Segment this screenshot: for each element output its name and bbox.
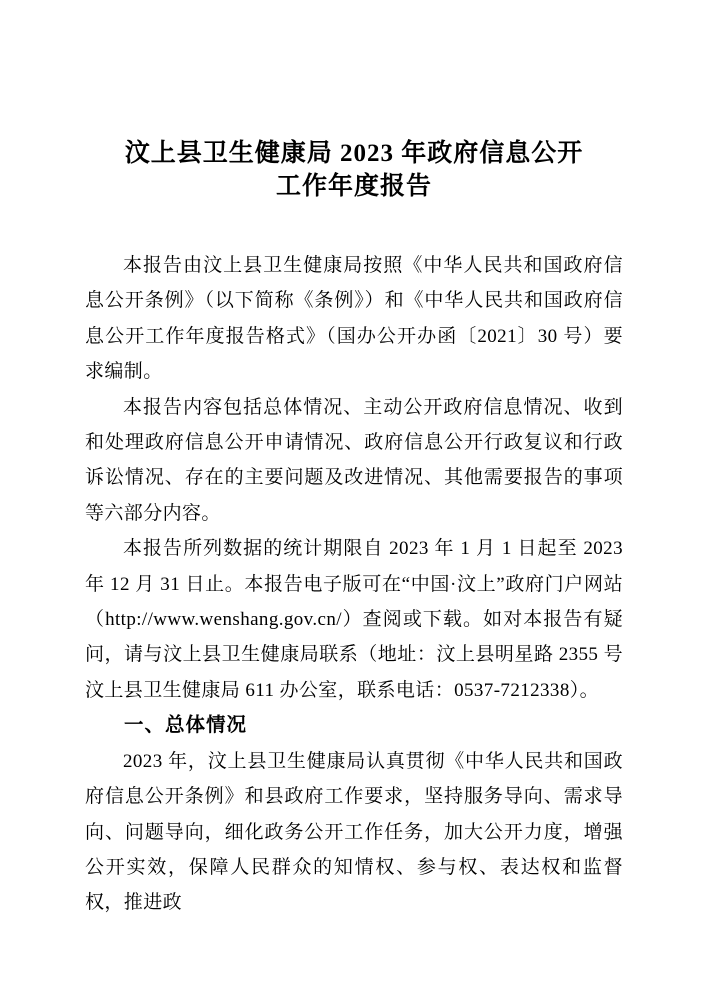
document-title	[85, 137, 623, 203]
paragraph-report-basis: 本报告由汶上县卫生健康局按照《中华人民共和国政府信息公开条例》（以下简称《条例》）和《中华人民共和国政府信息公开工作年度报告格式》（国办公开办函〔2021〕30 号）要求编制。	[85, 255, 623, 383]
document-title-line1: 汶上县卫生健康局 2023 年政府信息公开	[124, 140, 584, 167]
section-heading-overall-situation: 一、总体情况	[124, 714, 248, 737]
paragraph-section1-body: 2023 年，汶上县卫生健康局认真贯彻《中华人民共和国政府信息公开条例》和县政府工作要求，坚持服务导向、需求导向、问题导向，细化政务公开工作任务，加大公开力度，增强公开实效，保障人民群众的知情权、参与权、表达权和监督权，推进政	[85, 750, 623, 914]
document-title-line2: 工作年度报告	[275, 173, 432, 200]
paragraph-report-contents: 本报告内容包括总体情况、主动公开政府信息情况、收到和处理政府信息公开申请情况、政府信息公开行政复议和行政诉讼情况、存在的主要问题及改进情况、其他需要报告的事项等六部分内容。	[85, 396, 623, 524]
paragraph-statistics-period-contact: 本报告所列数据的统计期限自 2023 年 1 月 1 日起至 2023 年 12 月 31 日止。本报告电子版可在“中国·汶上”政府门户网站（http://www.wenshang.gov.cn/）查阅或下载。如对本报告有疑问，请与汶上县卫生健康局联系（地址：汶上县明星路 2355 号 汶上县卫生健康局 611 办公室，联系电话：0537-7212338）。	[85, 538, 623, 701]
